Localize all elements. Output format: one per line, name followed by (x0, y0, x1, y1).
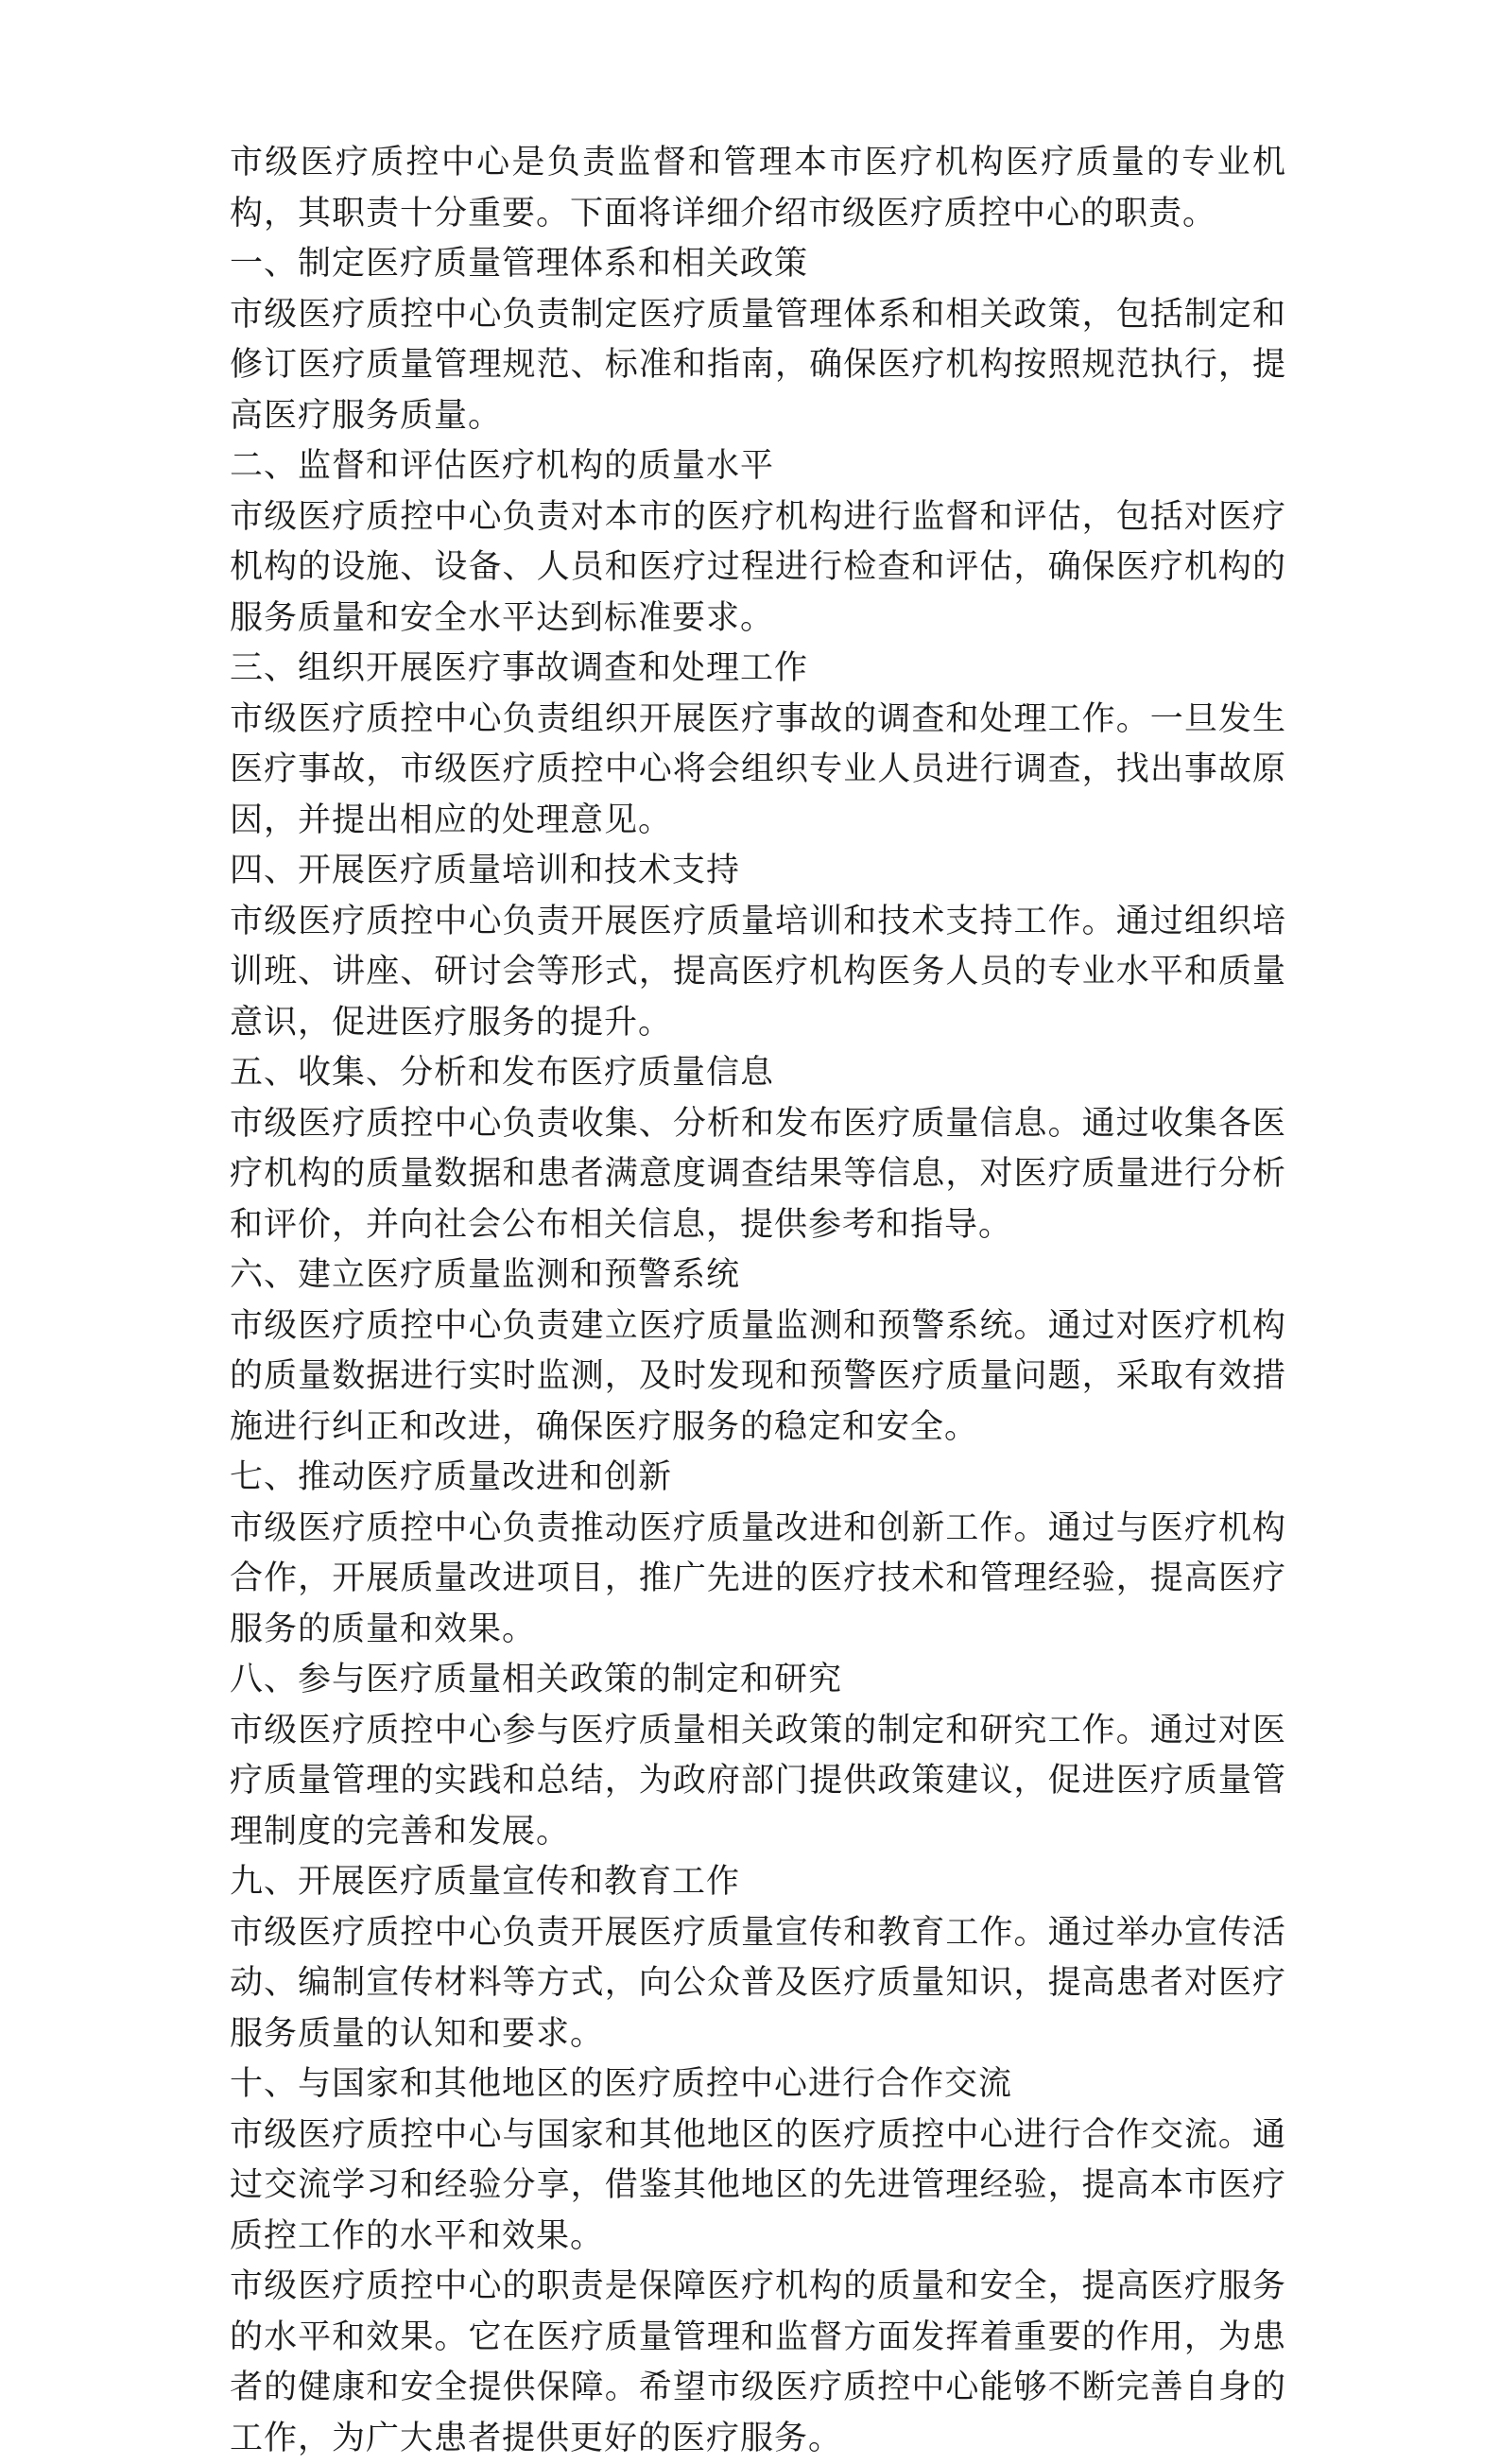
section-6-body: 市级医疗质控中心负责建立医疗质量监测和预警系统。通过对医疗机构的质量数据进行实时监测，及时发现和预警医疗质量问题，采取有效措施进行纠正和改进，确保医疗服务的稳定和安全。 (230, 1306, 1286, 1446)
section-7-body: 市级医疗质控中心负责推动医疗质量改进和创新工作。通过与医疗机构合作，开展质量改进项目，推广先进的医疗技术和管理经验，提高医疗服务的质量和效果。 (230, 1508, 1286, 1648)
conclusion-paragraph: 市级医疗质控中心的职责是保障医疗机构的质量和安全，提高医疗服务的水平和效果。它在医疗质量管理和监督方面发挥着重要的作用，为患者的健康和安全提供保障。希望市级医疗质控中心能够不断完善自身的工作，为广大患者提供更好的医疗服务。 (230, 2267, 1286, 2457)
document-page (230, 138, 1286, 2464)
section-10-body: 市级医疗质控中心与国家和其他地区的医疗质控中心进行合作交流。通过交流学习和经验分享，借鉴其他地区的先进管理经验，提高本市医疗质控工作的水平和效果。 (230, 2115, 1286, 2255)
section-3-heading: 三、组织开展医疗事故调查和处理工作 (230, 649, 809, 687)
section-7-heading: 七、推动医疗质量改进和创新 (230, 1458, 673, 1496)
section-2-body: 市级医疗质控中心负责对本市的医疗机构进行监督和评估，包括对医疗机构的设施、设备、人员和医疗过程进行检查和评估，确保医疗机构的服务质量和安全水平达到标准要求。 (230, 497, 1286, 637)
section-1-body: 市级医疗质控中心负责制定医疗质量管理体系和相关政策，包括制定和修订医疗质量管理规范、标准和指南，确保医疗机构按照规范执行，提高医疗服务质量。 (230, 295, 1286, 435)
section-9-body: 市级医疗质控中心负责开展医疗质量宣传和教育工作。通过举办宣传活动、编制宣传材料等方式，向公众普及医疗质量知识，提高患者对医疗服务质量的认知和要求。 (230, 1913, 1286, 2053)
section-2-heading: 二、监督和评估医疗机构的质量水平 (230, 447, 775, 485)
intro-paragraph: 市级医疗质控中心是负责监督和管理本市医疗机构医疗质量的专业机构，其职责十分重要。下面将详细介绍市级医疗质控中心的职责。 (230, 144, 1286, 233)
section-4-body: 市级医疗质控中心负责开展医疗质量培训和技术支持工作。通过组织培训班、讲座、研讨会等形式，提高医疗机构医务人员的专业水平和质量意识，促进医疗服务的提升。 (230, 902, 1286, 1042)
section-6-heading: 六、建立医疗质量监测和预警系统 (230, 1256, 741, 1294)
section-10-heading: 十、与国家和其他地区的医疗质控中心进行合作交流 (230, 2065, 1013, 2103)
section-5-body: 市级医疗质控中心负责收集、分析和发布医疗质量信息。通过收集各医疗机构的质量数据和患者满意度调查结果等信息，对医疗质量进行分析和评价，并向社会公布相关信息，提供参考和指导。 (230, 1104, 1286, 1244)
section-9-heading: 九、开展医疗质量宣传和教育工作 (230, 1863, 741, 1901)
section-8-heading: 八、参与医疗质量相关政策的制定和研究 (230, 1661, 843, 1698)
section-5-heading: 五、收集、分析和发布医疗质量信息 (230, 1054, 775, 1092)
section-3-body: 市级医疗质控中心负责组织开展医疗事故的调查和处理工作。一旦发生医疗事故，市级医疗质控中心将会组织专业人员进行调查，找出事故原因，并提出相应的处理意见。 (230, 699, 1286, 839)
section-1-heading: 一、制定医疗质量管理体系和相关政策 (230, 245, 809, 283)
section-4-heading: 四、开展医疗质量培训和技术支持 (230, 852, 741, 889)
section-8-body: 市级医疗质控中心参与医疗质量相关政策的制定和研究工作。通过对医疗质量管理的实践和总结，为政府部门提供政策建议，促进医疗质量管理制度的完善和发展。 (230, 1711, 1286, 1851)
